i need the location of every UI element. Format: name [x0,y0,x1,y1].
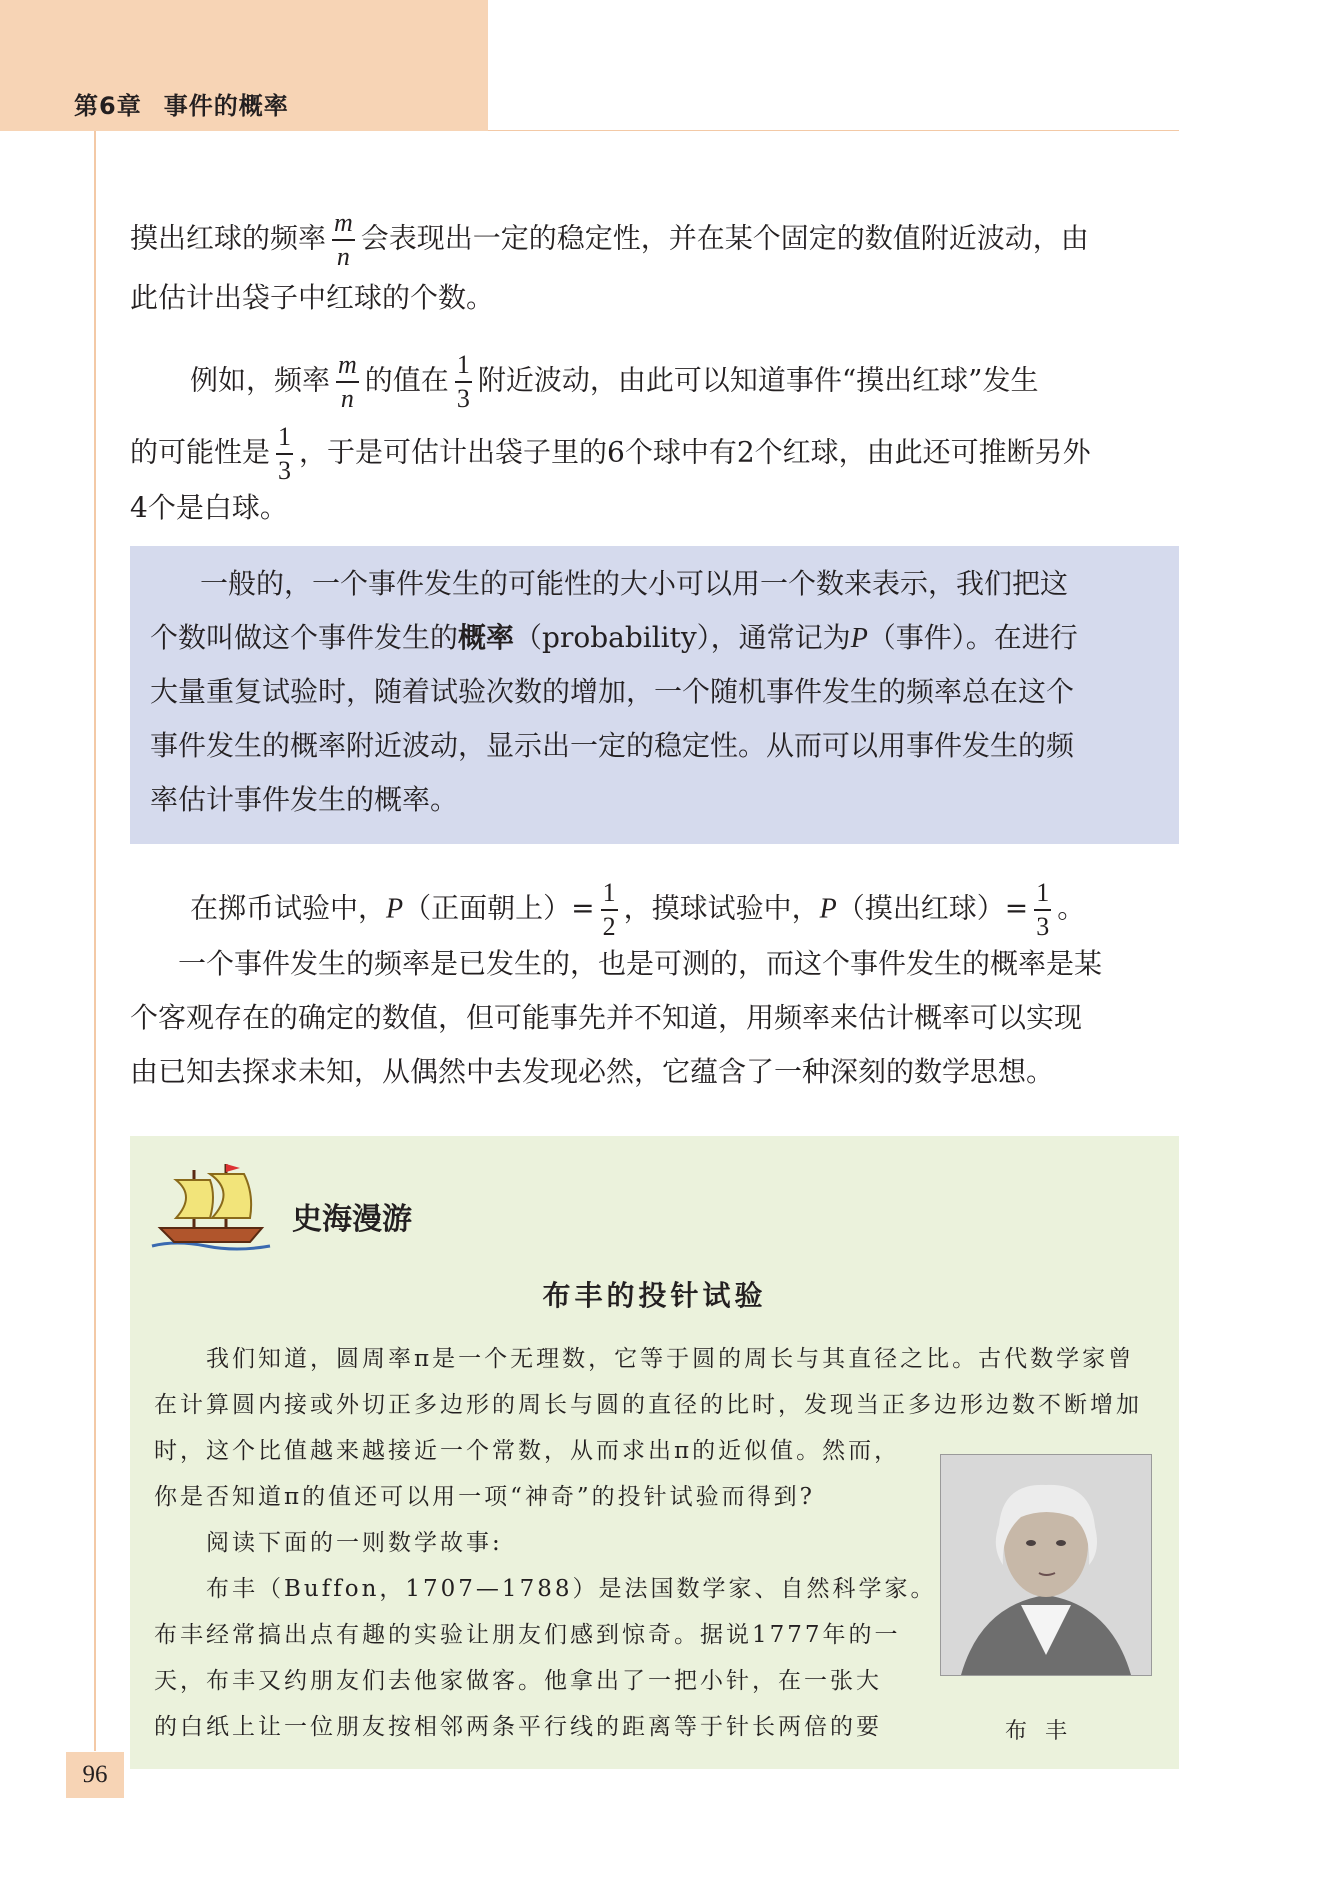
chapter-number: 第6章 [74,92,142,120]
fraction-one-half: $\frac{1}{2}$ [602,878,616,941]
paragraph-conclusion-line3: 由已知去探求未知，从偶然中去发现必然，它蕴含了一种深刻的数学思想。 [130,1055,1055,1088]
probability-examples: 在掷币试验中，P（正面朝上）= $\frac{1}{2}$ ，摸球试验中，P（摸出红球）= $\frac{1}{3}$ 。 [190,878,1086,941]
buffon-portrait [940,1454,1152,1676]
fraction-one-third: $\frac{1}{3}$ [1036,878,1050,941]
chapter-name: 事件的概率 [163,92,289,120]
definition-line: 事件发生的概率附近波动，显示出一定的稳定性。从而可以用事件发生的频 [150,729,1075,762]
paragraph-frequency-line2: 此估计出袋子中红球的个数。 [130,281,495,314]
portrait-illustration [941,1455,1151,1675]
term-probability: 概率 [458,621,515,654]
story-line: 的白纸上让一位朋友按相邻两条平行线的距离等于针长两倍的要 [154,1714,882,1740]
fraction-m-over-n: $\frac{m}{n}$ [338,350,357,413]
story-line: 布丰（Buffon，1707—1788）是法国数学家、自然科学家。 [154,1576,937,1602]
definition-line: 个数叫做这个事件发生的概率（probability），通常记为P（事件）。在进行 [150,621,1078,654]
paragraph-conclusion-line1: 一个事件发生的频率是已发生的，也是可测的，而这个事件发生的概率是某 [178,947,1103,980]
definition-line: 率估计事件发生的概率。 [150,783,459,816]
story-line: 天，布丰又约朋友们去他家做客。他拿出了一把小针，在一张大 [154,1668,882,1694]
sailing-ship-icon [146,1160,276,1256]
paragraph-example-line3: 4个是白球。 [130,491,288,524]
fraction-one-third: $\frac{1}{3}$ [278,422,292,485]
story-line: 布丰经常搞出点有趣的实验让朋友们感到惊奇。据说1777年的一 [154,1622,901,1648]
chapter-title [74,86,289,121]
story-line: 时，这个比值越来越接近一个常数，从而求出π的近似值。然而， [154,1438,901,1464]
fraction-one-third: $\frac{1}{3}$ [456,350,470,413]
margin-rule [94,131,96,1751]
paragraph-example-line1: 例如，频率 $\frac{m}{n}$ 的值在 $\frac{1}{3}$ 附近波动，由此可以知道事件“摸出红球”发生 [190,350,1039,413]
definition-line: 一般的，一个事件发生的可能性的大小可以用一个数来表示，我们把这 [200,567,1069,600]
paragraph-example-line2: 的可能性是 $\frac{1}{3}$ ，于是可估计出袋子里的6个球中有2个红球，由此还可推断另外 [130,422,1091,485]
story-title: 布丰的投针试验 [542,1279,767,1312]
story-line: 在计算圆内接或外切正多边形的周长与圆的直径的比时，发现当正多边形边数不断增加 [154,1392,1142,1418]
page-number: 96 [82,1761,108,1788]
text-segment: 摸出红球的频率 [130,221,327,255]
definition-line: 大量重复试验时，随着试验次数的增加，一个随机事件发生的频率总在这个 [150,675,1075,708]
story-line: 你是否知道π的值还可以用一项“神奇”的投针试验而得到? [154,1484,815,1510]
portrait-caption: 布丰 [1004,1719,1085,1744]
story-line: 阅读下面的一则数学故事: [154,1530,503,1556]
paragraph-conclusion-line2: 个客观存在的确定的数值，但可能事先并不知道，用频率来估计概率可以实现 [130,1001,1083,1034]
probability-definition-box [130,546,1179,844]
fraction-m-over-n: $\frac{m}{n}$ [334,208,353,271]
story-line: 我们知道，圆周率π是一个无理数，它等于圆的周长与其直径之比。古代数学家曾 [154,1346,1135,1372]
history-sidebar-box [130,1136,1179,1769]
text-segment: 会表现出一定的稳定性，并在某个固定的数值附近波动，由 [360,221,1089,255]
header-rule [488,130,1179,131]
paragraph-frequency-line1 [130,210,1180,270]
history-section-heading: 史海漫游 [292,1202,412,1237]
page-number-tab [66,1752,124,1798]
